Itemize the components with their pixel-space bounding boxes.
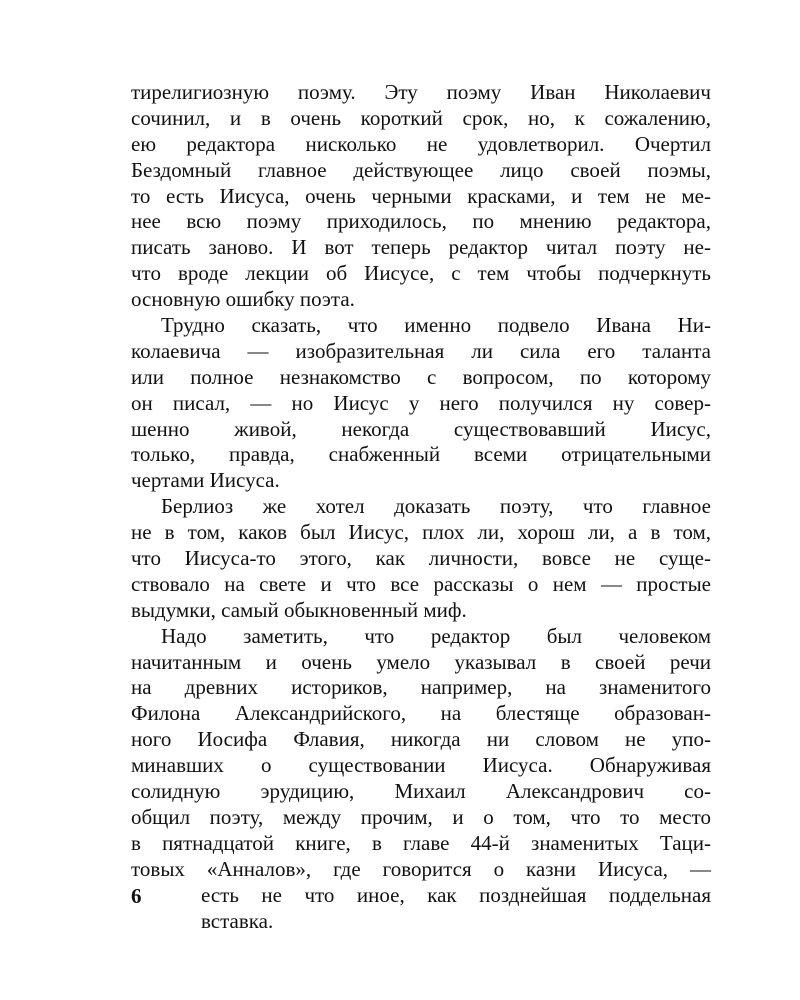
text-line: нее всю поэму приходилось, по мнению редактора, — [131, 209, 711, 234]
text-line: только, правда, снабженный всеми отрицательными — [131, 442, 711, 467]
text-line: выдумки, самый обыкновенный миф. — [131, 597, 467, 622]
text-line: вставка. — [201, 908, 274, 933]
text-line: Надо заметить, что редактор был человеком — [161, 623, 711, 648]
text-line: начитанным и очень умело указывал в своей речи — [131, 649, 711, 674]
text-line: в пятнадцатой книге, в главе 44-й знаменитых Таци- — [131, 830, 711, 855]
text-line: ею редактора нисколько не удовлетворил. Очертил — [131, 131, 711, 156]
text-line: он писал, — но Иисус у него получился ну совер- — [131, 390, 711, 415]
text-line: или полное незнакомство с вопросом, по которому — [131, 364, 711, 389]
page-number: 6 — [131, 884, 142, 908]
text-line: общил поэту, между прочим, и о том, что то место — [131, 804, 711, 829]
text-line: писать заново. И вот теперь редактор читал поэту не- — [131, 235, 711, 260]
text-line: Трудно сказать, что именно подвело Ивана Ни- — [161, 313, 711, 338]
text-line: основную ошибку поэта. — [131, 287, 355, 312]
text-line: минавших о существовании Иисуса. Обнаруживая — [131, 753, 711, 778]
text-line: солидную эрудицию, Михаил Александрович со- — [131, 779, 711, 804]
text-line: шенно живой, некогда существовавший Иисус, — [131, 416, 711, 441]
text-line: чертами Иисуса. — [131, 468, 280, 493]
body-text — [131, 80, 711, 934]
text-line: тирелигиозную поэму. Эту поэму Иван Николаевич — [131, 80, 711, 104]
text-line: колаевича — изобразительная ли сила его таланта — [131, 338, 711, 363]
text-line: что вроде лекции об Иисусе, с тем чтобы подчеркнуть — [131, 261, 711, 286]
text-line: Берлиоз же хотел доказать поэту, что главное — [161, 494, 711, 519]
text-line: Филона Александрийского, на блестяще образован- — [131, 701, 711, 726]
text-line: что Иисуса-то этого, как личности, вовсе не суще- — [131, 546, 711, 571]
text-line: не в том, каков был Иисус, плох ли, хорош ли, а в том, — [131, 520, 711, 545]
text-line: есть не что иное, как позднейшая поддельная — [201, 882, 711, 907]
text-line: то есть Иисуса, очень черными красками, и тем не ме- — [131, 183, 711, 208]
text-line: сочинил, и в очень короткий срок, но, к сожалению, — [131, 105, 711, 130]
text-line: ствовало на свете и что все рассказы о нем — простые — [131, 571, 711, 596]
text-line: ного Иосифа Флавия, никогда ни словом не упо- — [131, 727, 711, 752]
text-line: на древних историков, например, на знаменитого — [131, 675, 711, 700]
text-line: Бездомный главное действующее лицо своей поэмы, — [131, 157, 711, 182]
text-line: товых «Анналов», где говорится о казни Иисуса, — — [131, 856, 711, 881]
